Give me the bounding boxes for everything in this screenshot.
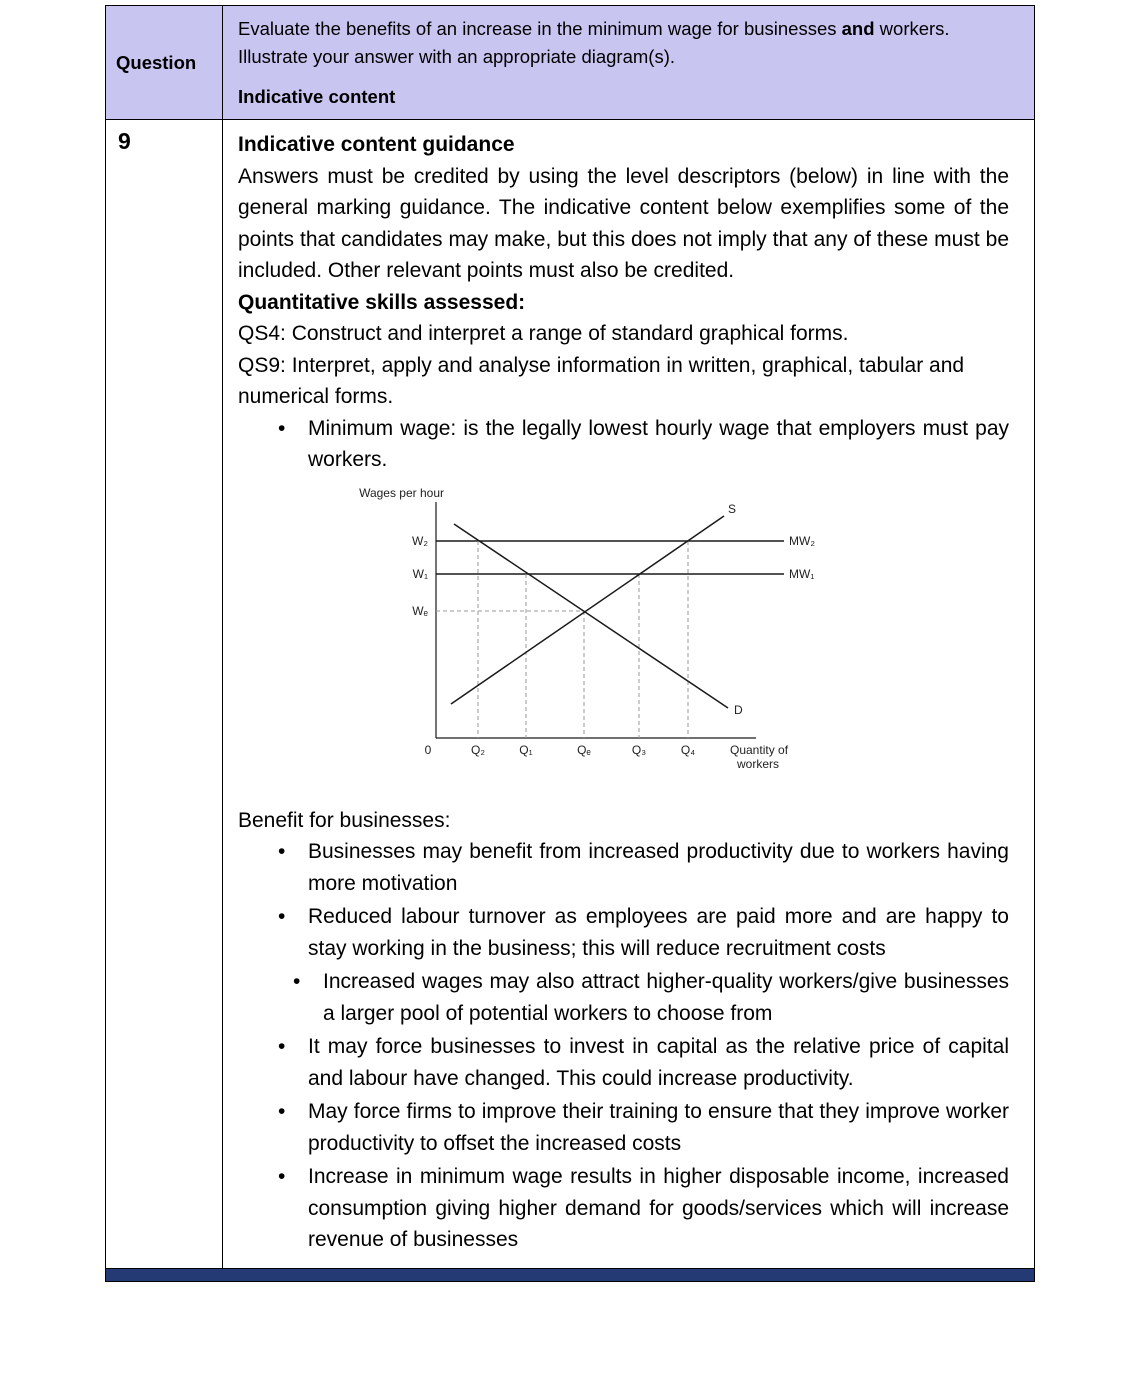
question-text-part1: Evaluate the benefits of an increase in the minimum wage for businesses bbox=[238, 18, 842, 39]
q4-label: Q₄ bbox=[680, 742, 696, 757]
question-label-cell bbox=[106, 6, 223, 119]
labour-market-diagram-svg bbox=[356, 486, 826, 781]
mark-scheme-table bbox=[105, 5, 1035, 1282]
definition-bullet-text: Minimum wage: is the legally lowest hourly wage that employers must pay workers. bbox=[308, 416, 1009, 471]
bullet-marker: • bbox=[278, 840, 286, 863]
w1-label: W₁ bbox=[412, 566, 428, 581]
supply-label: S bbox=[728, 501, 737, 516]
demand-curve bbox=[454, 524, 728, 708]
question-text-bold: and bbox=[841, 18, 875, 39]
w2-label: W₂ bbox=[412, 533, 428, 548]
x-axis-title-line2: workers bbox=[737, 756, 780, 771]
qe-label: Qₑ bbox=[577, 742, 591, 757]
question-text-part2: workers. Illustrate your answer with an appropriate diagram(s). bbox=[238, 18, 960, 67]
question-text-cell bbox=[223, 6, 1034, 119]
benefit-list-item bbox=[238, 1031, 1009, 1094]
benefit-list-item bbox=[238, 1096, 1009, 1159]
question-text bbox=[238, 15, 983, 71]
skill-qs4: QS4: Construct and interpret a range of standard graphical forms. bbox=[238, 322, 849, 345]
guidance-heading: Indicative content guidance bbox=[238, 133, 515, 156]
benefit-bullet-text: It may force businesses to invest in capital as the relative price of capital and labour have changed. This could increase productivity. bbox=[308, 1035, 1009, 1090]
table-footer-bar bbox=[106, 1269, 1034, 1281]
benefits-heading: Benefit for businesses: bbox=[238, 808, 451, 832]
benefit-bullet-text: Reduced labour turnover as employees are paid more and are happy to stay working in the business; this will reduce recruitment costs bbox=[308, 905, 1009, 960]
benefit-list-item bbox=[238, 836, 1009, 899]
skills-heading: Quantitative skills assessed: bbox=[238, 290, 526, 314]
indicative-content-label: Indicative content bbox=[238, 85, 396, 107]
mw1-label: MW₁ bbox=[789, 566, 815, 581]
mw2-label: MW₂ bbox=[789, 533, 815, 548]
bullet-marker: • bbox=[278, 416, 286, 440]
benefit-list-item bbox=[238, 1161, 1009, 1256]
answer-content-cell bbox=[223, 120, 1034, 1268]
bullet-marker: • bbox=[278, 905, 286, 928]
benefit-bullet-text: Increased wages may also attract higher-quality workers/give businesses a larger pool of potential workers to choose from bbox=[323, 970, 1009, 1025]
benefit-list-item bbox=[238, 901, 1009, 964]
we-label: Wₑ bbox=[412, 603, 428, 618]
labour-market-diagram bbox=[356, 486, 1009, 781]
x-axis-title-line1: Quantity of bbox=[730, 742, 789, 757]
question-number: 9 bbox=[118, 128, 131, 154]
guidance-paragraph: Answers must be credited by using the level descriptors (below) in line with the general marking guidance. The indicative content below exemplifies some of the points that candidates may make, but this does not imply that any of these must be included. Other relevant points must also be credited. bbox=[238, 164, 1009, 282]
demand-label: D bbox=[734, 702, 743, 717]
benefit-list-item bbox=[238, 966, 1009, 1029]
benefit-bullet-text: Businesses may benefit from increased productivity due to workers having more motivation bbox=[308, 840, 1009, 895]
bullet-marker: • bbox=[278, 1100, 286, 1123]
bullet-marker: • bbox=[278, 1165, 286, 1188]
supply-curve bbox=[451, 516, 724, 704]
question-label: Question bbox=[116, 51, 197, 73]
question-header-row bbox=[106, 6, 1034, 120]
y-axis-title: Wages per hour bbox=[359, 485, 444, 500]
bullet-marker: • bbox=[293, 970, 301, 993]
answer-row bbox=[106, 120, 1034, 1269]
benefit-bullet-text: Increase in minimum wage results in higher disposable income, increased consumption giving higher demand for goods/services which will increase revenue of businesses bbox=[308, 1165, 1009, 1251]
bullet-marker: • bbox=[278, 1035, 286, 1058]
benefit-bullet-text: May force firms to improve their training to ensure that they improve worker productivity to offset the increased costs bbox=[308, 1100, 1009, 1155]
q2-label: Q₂ bbox=[471, 742, 485, 757]
origin-label: 0 bbox=[424, 742, 432, 757]
question-number-cell bbox=[106, 120, 223, 1268]
q3-label: Q₃ bbox=[631, 742, 647, 757]
definition-list-item bbox=[238, 413, 1009, 476]
q1-label: Q₁ bbox=[519, 742, 533, 757]
skill-qs9: QS9: Interpret, apply and analyse information in written, graphical, tabular and numerical forms. bbox=[238, 353, 965, 408]
